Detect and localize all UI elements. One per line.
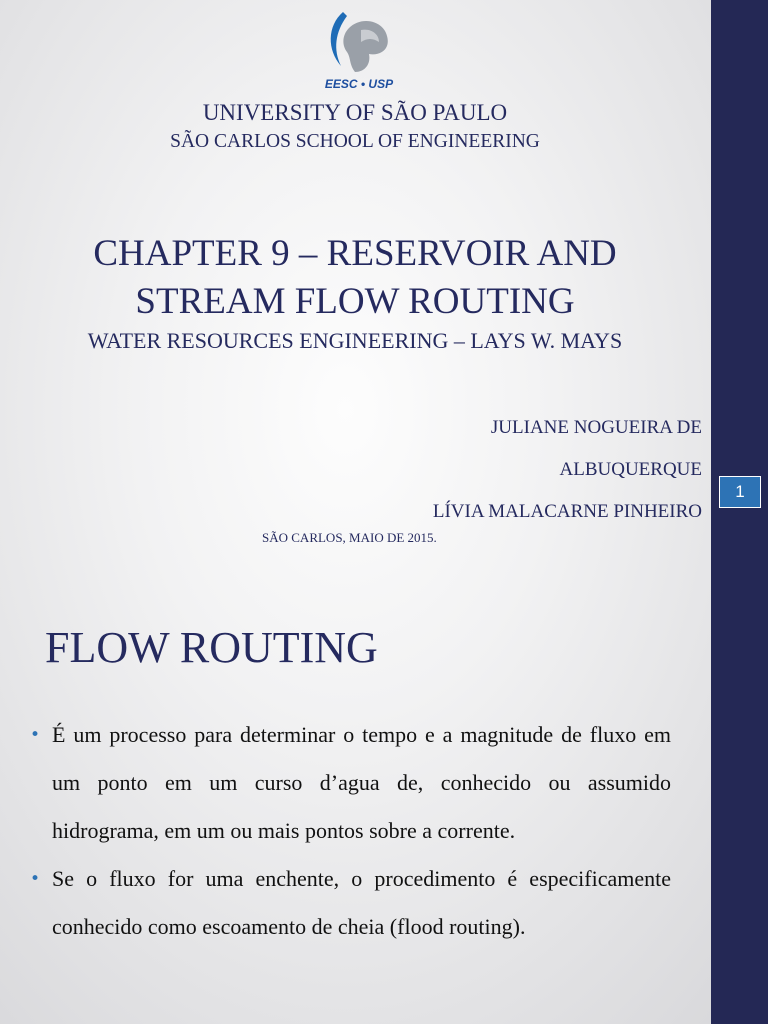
slide-title-line-1: CHAPTER 9 – RESERVOIR AND (93, 233, 617, 274)
bullet-item (30, 711, 671, 855)
author-line-1: JULIANE NOGUEIRA DE (490, 417, 702, 438)
bullet-text: É um processo para determinar o tempo e a magnitude de fluxo em um ponto em um curso d’agua de, conhecido ou assumido hidrograma, em um ou mais pontos sobre a corrente. (52, 722, 671, 843)
author-line-3: LÍVIA MALACARNE PINHEIRO (432, 501, 702, 522)
school-name: SÃO CARLOS SCHOOL OF ENGINEERING (170, 131, 540, 152)
section-title: FLOW ROUTING (45, 623, 378, 672)
logo-label: EESC • USP (324, 77, 394, 91)
sidebar-band (711, 0, 768, 1024)
slide-subtitle: WATER RESOURCES ENGINEERING – LAYS W. MAYS (87, 328, 623, 353)
eesc-usp-logo-icon (321, 6, 397, 92)
bullet-text: Se o fluxo for uma enchente, o procedimento é especificamente conhecido como escoamento de cheia (flood routing). (52, 866, 671, 939)
bullet-list (30, 711, 671, 951)
bullet-item (30, 855, 671, 951)
slide-number-badge: 1 (719, 476, 761, 508)
author-line-2: ALBUQUERQUE (559, 459, 702, 480)
bullet-dot-icon: • (30, 725, 41, 745)
slide-title (0, 230, 710, 326)
presentation-date: SÃO CARLOS, MAIO DE 2015. (262, 530, 437, 545)
university-name: UNIVERSITY OF SÃO PAULO (202, 100, 508, 125)
slide-title-line-2: STREAM FLOW ROUTING (135, 281, 575, 322)
bullet-dot-icon: • (30, 869, 41, 889)
